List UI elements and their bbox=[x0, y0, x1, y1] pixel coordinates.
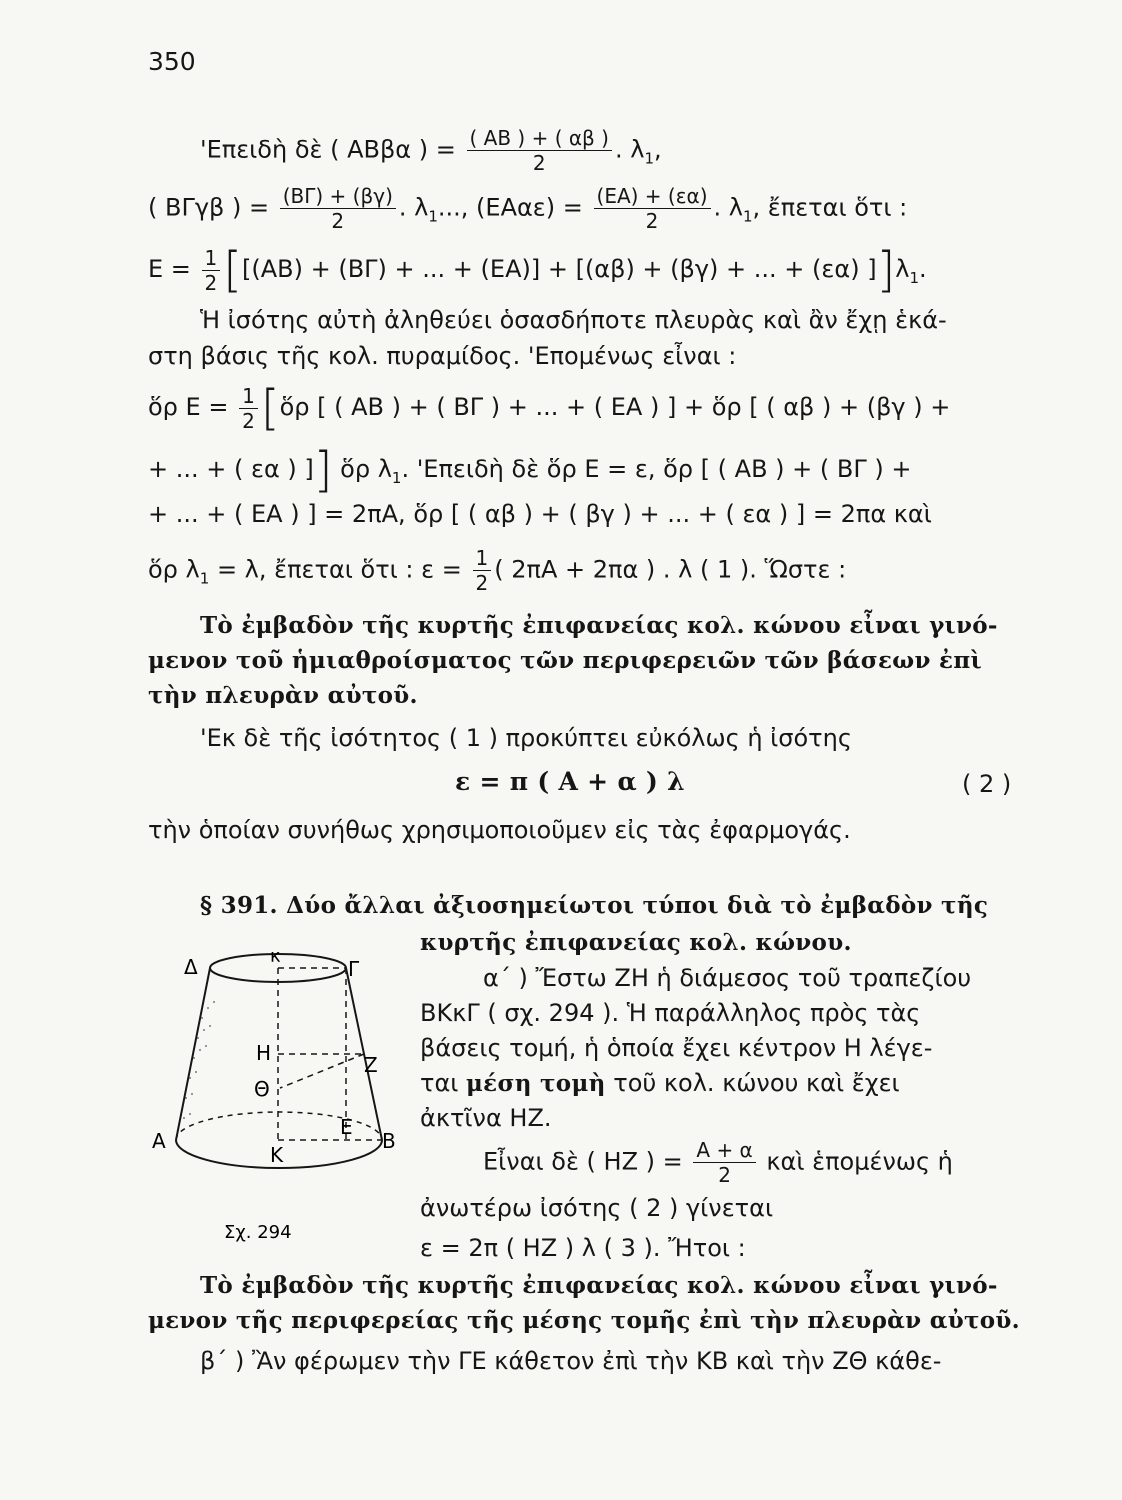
numerator: 1 bbox=[202, 248, 221, 271]
text-line-4: Ἡ ἰσότης αὐτὴ ἀληθεύει ὁσασδήποτε πλευρὰς καὶ ἂν ἔχῃ ἑκά- bbox=[200, 306, 947, 334]
formula-2-label: ( 2 ) bbox=[962, 770, 1012, 798]
para-2-line-6 bbox=[483, 1140, 953, 1185]
text: ται bbox=[420, 1069, 459, 1097]
subscript: 1 bbox=[391, 468, 402, 487]
para-1-line-3: τὴν ὁποίαν συνήθως χρησιμοποιοῦμεν εἰς τὰς ἐφαρμογάς. bbox=[148, 816, 851, 844]
numerator: 1 bbox=[239, 386, 258, 409]
text: ὅρ Ε = bbox=[148, 393, 229, 421]
label-gamma: Γ bbox=[348, 957, 360, 981]
theorem-1-line-2: μενον τοῦ ἡμιαθροίσματος τῶν περιφερειῶν τῶν βάσεων ἐπὶ bbox=[148, 647, 982, 674]
denominator: 2 bbox=[331, 209, 345, 233]
text: . bbox=[919, 255, 927, 283]
para-1-line-1: 'Εκ δὲ τῆς ἰσότητος ( 1 ) προκύπτει εὐκόλως ἡ ἰσότης bbox=[200, 724, 852, 752]
fraction bbox=[280, 186, 396, 231]
numerator: Α + α bbox=[693, 1140, 755, 1163]
label-delta: Δ bbox=[184, 955, 198, 979]
text: . λ bbox=[713, 193, 743, 222]
subscript: 1 bbox=[199, 569, 210, 588]
text: ὅρ λ bbox=[148, 555, 200, 584]
label-kappa: κ bbox=[270, 946, 281, 967]
fraction bbox=[239, 383, 258, 433]
text: ὅρ [ ( ΑΒ ) + ( ΒΓ ) + ... + ( ΕΑ ) ] + ὅρ [ ( αβ ) + (βγ ) + bbox=[279, 393, 951, 421]
fraction bbox=[473, 548, 492, 593]
label-kappa-cap: Κ bbox=[270, 1143, 284, 1167]
denominator: 2 bbox=[242, 408, 255, 433]
text: = λ, ἔπεται ὅτι : ε = bbox=[216, 555, 462, 584]
text: Εἶναι δὲ ( ΗΖ ) = bbox=[483, 1147, 683, 1176]
numerator: (ΒΓ) + (βγ) bbox=[280, 186, 396, 209]
subscript: 1 bbox=[644, 149, 654, 168]
subscript: 1 bbox=[909, 268, 920, 287]
theorem-2-line-1: Τὸ ἐμβαδὸν τῆς κυρτῆς ἐπιφανείας κολ. κώνου εἶναι γινό- bbox=[200, 1272, 998, 1299]
text: . λ bbox=[614, 135, 645, 164]
section-391-title-cont: κυρτῆς ἐπιφανείας κολ. κώνου. bbox=[420, 929, 852, 956]
text: ὅρ λ bbox=[340, 455, 392, 483]
theorem-1-line-1: Τὸ ἐμβαδὸν τῆς κυρτῆς ἐπιφανείας κολ. κώνου εἶναι γινό- bbox=[200, 612, 998, 639]
math-line-6 bbox=[148, 380, 951, 436]
big-bracket-open: [ bbox=[260, 380, 280, 436]
para-2-line-3: βάσεις τομή, ἡ ὁποία ἔχει κέντρον Η λέγε- bbox=[420, 1034, 933, 1062]
numerator: 1 bbox=[473, 548, 492, 571]
text: [(ΑΒ) + (ΒΓ) + ... + (ΕΑ)] + [(αβ) + (βγ) + ... + (εα) ] bbox=[242, 255, 877, 283]
math-line-9 bbox=[148, 548, 846, 594]
denominator: 2 bbox=[475, 571, 489, 595]
numerator: (ΕΑ) + (εα) bbox=[594, 186, 711, 209]
label-beta: Β bbox=[382, 1129, 396, 1153]
label-alpha: Α bbox=[152, 1129, 166, 1153]
para-3-line-1: β΄ ) Ἂν φέρωμεν τὴν ΓΕ κάθετον ἐπὶ τὴν ΚΒ καὶ τὴν ΖΘ κάθε- bbox=[200, 1347, 942, 1375]
text: , ἔπεται ὅτι : bbox=[752, 193, 908, 222]
subscript: 1 bbox=[742, 207, 753, 226]
text: 'Επειδὴ δὲ ( ΑΒβα ) = bbox=[200, 135, 456, 164]
text: + ... + ( εα ) ] bbox=[148, 455, 314, 483]
big-bracket-open: [ bbox=[223, 242, 243, 298]
figure-caption: Σχ. 294 bbox=[224, 1222, 292, 1243]
text: λ bbox=[895, 255, 910, 283]
fraction bbox=[467, 128, 612, 173]
emphasis: μέση τομὴ bbox=[466, 1070, 606, 1097]
text-line-5: στη βάσις τῆς κολ. πυραμίδος. 'Επομένως εἶναι : bbox=[148, 342, 737, 370]
big-bracket-close: ] bbox=[876, 242, 896, 298]
subscript: 1 bbox=[428, 207, 438, 226]
para-2-line-2: ΒΚκΓ ( σχ. 294 ). Ἡ παράλληλος πρὸς τὰς bbox=[420, 999, 921, 1027]
math-line-7 bbox=[148, 442, 912, 498]
numerator: ( ΑΒ ) + ( αβ ) bbox=[467, 128, 612, 151]
text: ( 2πΑ + 2πα ) . λ ( 1 ). Ὥστε : bbox=[494, 555, 847, 584]
denominator: 2 bbox=[718, 1163, 731, 1187]
text: καὶ ἑπομένως ἡ bbox=[766, 1147, 953, 1176]
big-bracket-close: ] bbox=[313, 442, 333, 498]
denominator: 2 bbox=[204, 270, 218, 295]
formula-2: ε = π ( Α + α ) λ bbox=[455, 767, 685, 796]
fraction bbox=[693, 1140, 755, 1185]
text: Ε = bbox=[148, 255, 191, 283]
theorem-1-line-3: τὴν πλευρὰν αὐτοῦ. bbox=[148, 682, 418, 709]
label-zeta: Ζ bbox=[364, 1053, 378, 1077]
label-theta: Θ bbox=[254, 1077, 270, 1101]
section-391-title: § 391. Δύο ἄλλαι ἀξιοσημείωτοι τύποι διὰ τὸ ἐμβαδὸν τῆς bbox=[200, 892, 989, 919]
fraction bbox=[202, 245, 221, 295]
math-line-1 bbox=[200, 128, 662, 174]
page-number: 350 bbox=[148, 47, 196, 76]
text: ( ΒΓγβ ) = bbox=[148, 193, 270, 222]
para-2-line-7: ἀνωτέρω ἰσότης ( 2 ) γίνεται bbox=[420, 1194, 774, 1222]
denominator: 2 bbox=[645, 209, 659, 233]
para-2-line-1: α΄ ) Ἔστω ΖΗ ἡ διάμεσος τοῦ τραπεζίου bbox=[483, 964, 972, 992]
text: . λ bbox=[398, 193, 429, 222]
para-2-line-5: ἀκτῖνα ΗΖ. bbox=[420, 1104, 552, 1132]
theorem-2-line-2: μενον τῆς περιφερείας τῆς μέσης τομῆς ἐπὶ τὴν πλευρὰν αὐτοῦ. bbox=[148, 1307, 1020, 1334]
label-eta: Η bbox=[256, 1041, 272, 1065]
para-2-line-8: ε = 2π ( ΗΖ ) λ ( 3 ). Ἤτοι : bbox=[420, 1234, 746, 1262]
math-line-2 bbox=[148, 186, 907, 232]
text: ..., (ΕΑαε) = bbox=[437, 193, 583, 222]
math-line-8: + ... + ( ΕΑ ) ] = 2πΑ, ὅρ [ ( αβ ) + ( βγ ) + ... + ( εα ) ] = 2πα καὶ bbox=[148, 500, 932, 528]
math-line-3 bbox=[148, 242, 927, 298]
para-2-line-4 bbox=[420, 1067, 900, 1100]
text: τοῦ κολ. κώνου καὶ ἔχει bbox=[613, 1069, 900, 1097]
text: . 'Επειδὴ δὲ ὅρ Ε = ε, ὅρ [ ( ΑΒ ) + ( ΒΓ ) + bbox=[401, 455, 912, 483]
label-epsilon: Ε bbox=[340, 1115, 353, 1139]
figure-294-truncated-cone bbox=[150, 938, 410, 1248]
text: , bbox=[653, 135, 662, 164]
denominator: 2 bbox=[532, 151, 546, 175]
fraction bbox=[594, 186, 711, 231]
